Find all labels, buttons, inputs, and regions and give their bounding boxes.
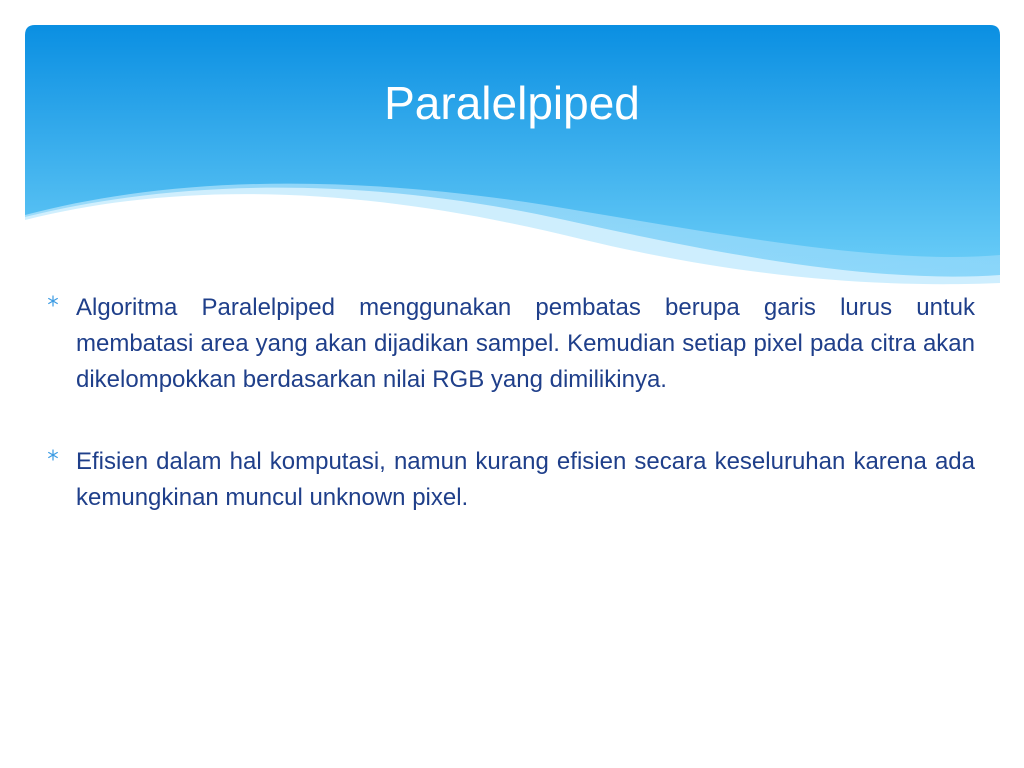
bullet-text: Algoritma Paralelpiped menggunakan pembatas berupa garis lurus untuk membatasi area yang akan dijadikan sampel. Kemudian setiap pixel pada citra akan dikelompokkan berdasarkan nilai RGB yang dimilikinya.	[76, 294, 975, 393]
header-wave-background	[25, 25, 1000, 290]
bullet-item	[45, 444, 975, 516]
bullet-item	[45, 290, 975, 398]
asterisk-bullet-icon	[45, 292, 61, 308]
header-banner	[25, 25, 1000, 290]
slide-content	[45, 290, 975, 562]
bullet-text: Efisien dalam hal komputasi, namun kurang efisien secara keseluruhan karena ada kemungkinan muncul unknown pixel.	[76, 448, 975, 511]
asterisk-bullet-icon	[45, 446, 61, 462]
slide-title: Paralelpiped	[384, 77, 640, 129]
